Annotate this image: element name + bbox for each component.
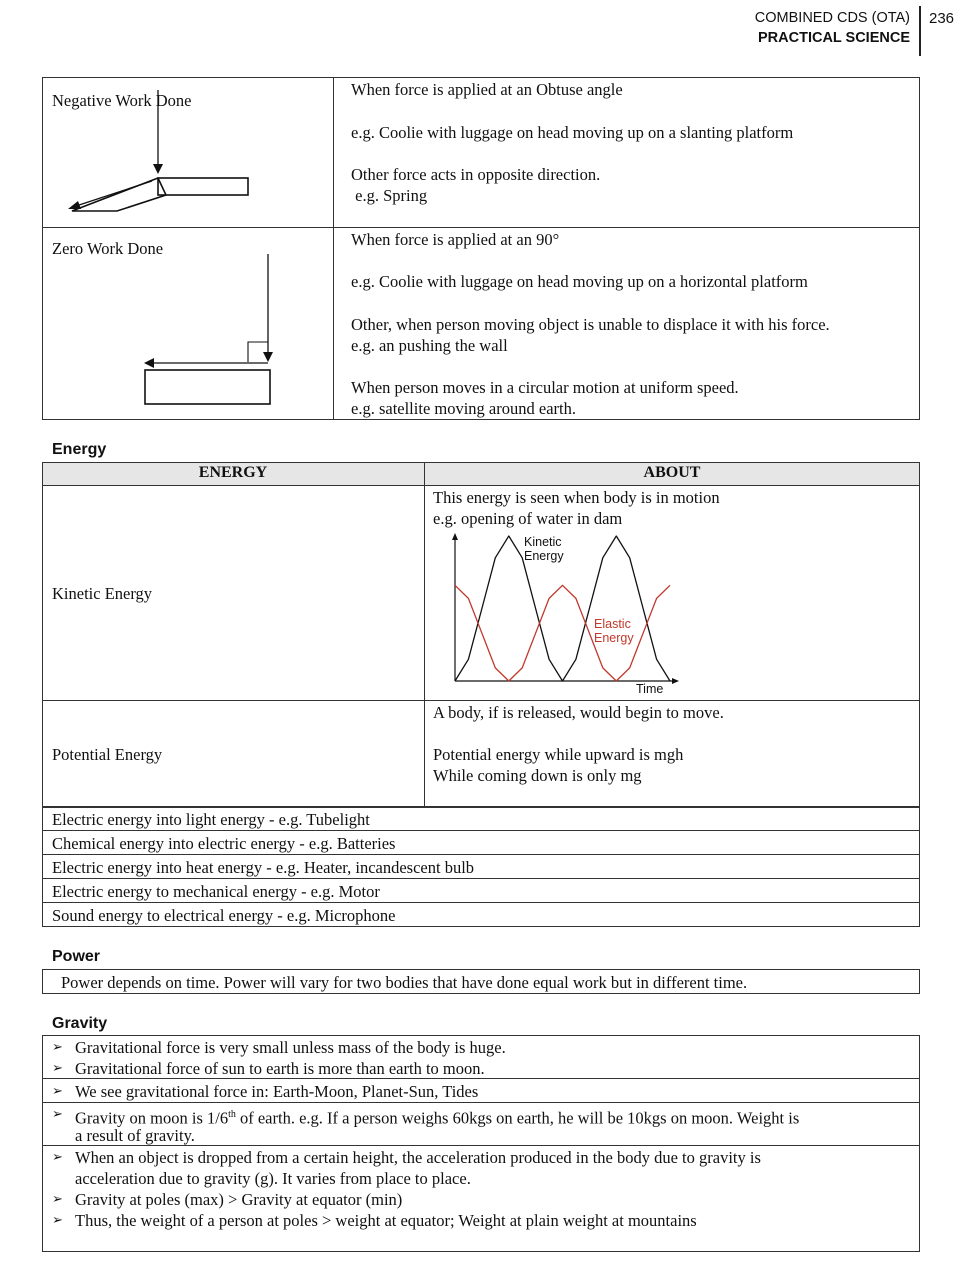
power-section-title: Power (52, 948, 101, 965)
bullet-arrow-icon: ➢ (52, 1213, 63, 1228)
chart-y-axis-arrow (452, 533, 458, 540)
zero-work-line-1: When force is applied at an 90° (351, 230, 560, 249)
negative-work-label: Negative Work Done (52, 91, 192, 110)
conversion-row: Sound energy to electrical energy - e.g. Microphone (52, 906, 396, 925)
header-line2: PRACTICAL SCIENCE (758, 30, 910, 46)
negative-work-line-3: Other force acts in opposite direction. (351, 165, 601, 184)
bullet-arrow-icon: ➢ (52, 1040, 63, 1055)
zero-work-line-5: When person moves in a circular motion at uniform speed. (351, 378, 739, 397)
conversion-row: Electric energy into heat energy - e.g. Heater, incandescent bulb (52, 858, 475, 877)
kinetic-line-2: e.g. opening of water in dam (433, 509, 623, 528)
about-col-header: ABOUT (643, 464, 701, 481)
power-text: Power depends on time. Power will vary for two bodies that have done equal work but in different time. (61, 973, 748, 992)
kinetic-energy-label: Kinetic Energy (52, 584, 153, 603)
work-table-divider (333, 77, 334, 420)
energy-column-divider (424, 462, 425, 807)
gravity-bullet-continuation: acceleration due to gravity (g). It varies from place to place. (75, 1169, 471, 1188)
elastic-energy-series-label: Elastic Energy (594, 617, 634, 645)
page-header (755, 8, 910, 48)
zero-work-line-3: Other, when person moving object is unable to displace it with his force. (351, 315, 830, 334)
zero-work-diagram (140, 250, 280, 410)
conversion-divider (42, 902, 920, 903)
zero-work-line-6: e.g. satellite moving around earth. (351, 399, 576, 418)
chart-x-axis-label: Time (636, 682, 664, 696)
kinetic-line-1: This energy is seen when body is in motion (433, 488, 720, 507)
conversion-divider (42, 878, 920, 879)
header-line1: COMBINED CDS (OTA) (754, 10, 910, 26)
bullet-arrow-icon: ➢ (52, 1061, 63, 1076)
page-number: 236 (929, 10, 955, 27)
work-table-row-divider (42, 227, 920, 228)
bullet-arrow-icon: ➢ (52, 1192, 63, 1207)
potential-energy-label: Potential Energy (52, 745, 163, 764)
bullet-arrow-icon: ➢ (52, 1107, 63, 1122)
conversion-row: Electric energy to mechanical energy - e.g. Motor (52, 882, 380, 901)
conversion-row: Electric energy into light energy - e.g. Tubelight (52, 810, 370, 829)
kinetic-energy-series-label: Kinetic Energy (524, 535, 564, 563)
potential-line-2: Potential energy while upward is mgh (433, 745, 684, 764)
gravity-bullet-continuation: a result of gravity. (75, 1126, 195, 1145)
potential-line-3: While coming down is only mg (433, 766, 642, 785)
energy-chart (440, 530, 690, 700)
gravity-section-title: Gravity (52, 1015, 108, 1032)
negative-work-line-1: When force is applied at an Obtuse angle (351, 80, 623, 99)
energy-col-header: ENERGY (198, 464, 268, 481)
gravity-row-divider (42, 1102, 920, 1103)
negative-work-line-4: e.g. Spring (351, 186, 428, 205)
zero-work-line-4: e.g. an pushing the wall (351, 336, 508, 355)
bullet-arrow-icon: ➢ (52, 1150, 63, 1165)
zero-work-label: Zero Work Done (52, 239, 164, 258)
energy-header-divider (42, 485, 920, 486)
negative-work-line-2: e.g. Coolie with luggage on head moving up on a slanting platform (351, 123, 794, 142)
bullet-arrow-icon: ➢ (52, 1084, 63, 1099)
conversion-row: Chemical energy into electric energy - e.g. Batteries (52, 834, 396, 853)
energy-row-divider (42, 700, 920, 701)
header-separator (919, 6, 921, 56)
chart-x-axis-arrow (672, 678, 679, 684)
chart-series-line-1 (455, 585, 670, 681)
energy-section-title: Energy (52, 441, 107, 458)
negative-work-diagram (62, 90, 262, 215)
conversion-divider (42, 830, 920, 831)
conversion-divider (42, 854, 920, 855)
zero-work-line-2: e.g. Coolie with luggage on head moving up on a horizontal platform (351, 272, 808, 291)
potential-line-1: A body, if is released, would begin to move. (433, 703, 724, 722)
